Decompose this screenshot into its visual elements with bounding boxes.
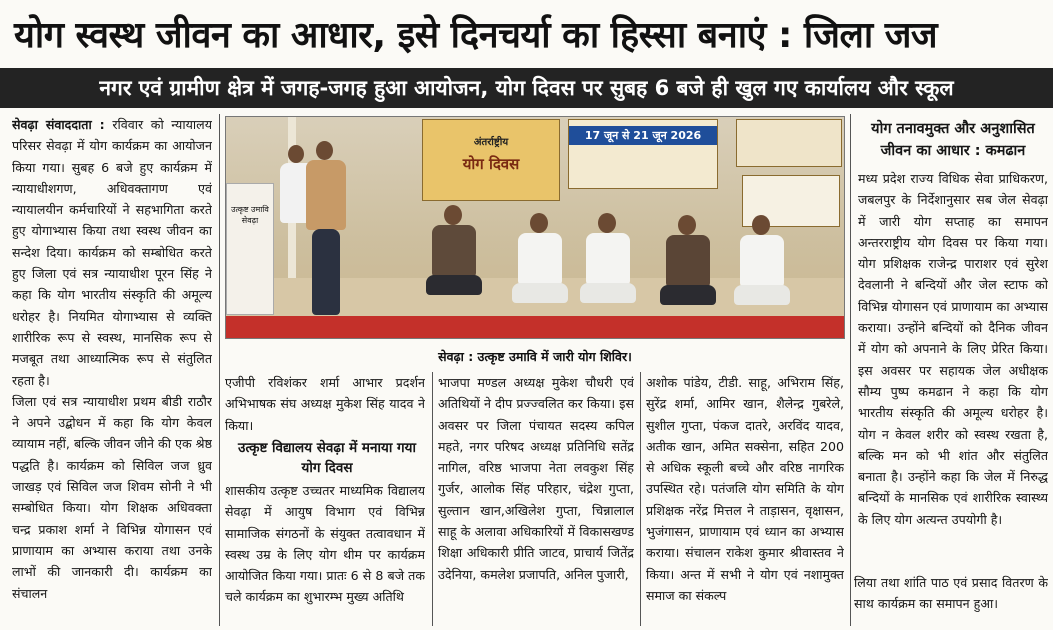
article-text: मध्य प्रदेश राज्य विधिक सेवा प्राधिकरण, जबलपुर के निर्देशानुसार सब जेल सेवढ़ा में जारी योग सप्ताह का समापन अन्तरराष्ट्रीय योग दिवस पर किया गया। योग प्रशिक्षक राजेन्द्र पाराशर एवं सुरेश देवलानी ने बन्दियों और जेल स्टाफ को विभिन्न योगासन एवं प्राणायाम का अभ्यास कराया। उन्होंने बन्दियों को दैनिक जीवन में योग को अपनाने के लिए प्रेरित किया। इस अवसर पर सहायक जेल अधीक्षक सौम्य पुष्प कमढान ने कहा कि योग भारतीय संस्कृति की अमूल्य धरोहर है। योग न केवल शरीर को स्वस्थ रखता है, बल्कि मन को भी शांत और संतुलित बनाता है। उन्होंने कहा कि जेल में निरुद्ध बन्दियों के मानसिक एवं शारीरिक स्वास्थ्य के लिए योग अत्यन्त उपयोगी है। <box>858 171 1048 527</box>
article-column-3 <box>438 372 634 626</box>
article-text: शासकीय उत्कृष्ट उच्चतर माध्यमिक विद्यालय सेवढ़ा में आयुष विभाग एवं विभिन्न सामाजिक संगठनों के संयुक्त तत्वावधान में स्वस्थ उम्र के लिए योग थीम पर कार्यक्रम आयोजित किया गया। प्रातः 6 से 8 बजे तक चले कार्यक्रम का शुभारम्भ मुख्य अतिथि <box>225 483 425 605</box>
headline: योग स्वस्थ जीवन का आधार, इसे दिनचर्या का हिस्सा बनाएं : जिला जज <box>14 14 938 56</box>
person-seated <box>426 205 482 305</box>
article-text: जिला एवं सत्र न्यायाधीश प्रथम बीडी राठौर ने अपने उद्बोधन में कहा कि योग केवल व्यायाम नहीं, बल्कि जीवन जीने की एक श्रेष्ठ पद्धति है। कार्यक्रम को सिविल जज ध्रुव जाखड़ एवं सिविल जज शिवम सोनी ने भी सम्बोधित किया। योग शिक्षक अधिवक्ता चन्द्र प्रकाश शर्मा ने विभिन्न योगासन एवं प्राणायाम का अभ्यास कराया तथा उनके लाभों की जानकारी दी। कार्यक्रम का संचालन <box>12 393 212 601</box>
column-rule <box>640 372 641 626</box>
news-photo <box>225 116 845 339</box>
article-text: भाजपा मण्डल अध्यक्ष मुकेश चौधरी एवं अतिथियों ने दीप प्रज्ज्वलित कर किया। इस अवसर पर जिला पंचायत सदस्य कपिल महते, नगर परिषद अध्यक्ष प्रतिनिधि सतेंद्र नागिल, वरिष्ठ भाजपा नेता लवकुश सिंह गुर्जर, आलोक सिंह परिहार, चंद्रेश गुप्ता, सुल्तान खान,अखिलेश गुप्ता, चिन्नालाल साहू के अलावा अधिकारियों में विकासखण्ड शिक्षा अधिकारी प्रीति जाटव, प्राचार्य जितेंद्र उदेनिया, कमलेश प्रजापति, अनिल पुजारी, <box>438 375 634 582</box>
poster <box>736 119 842 167</box>
article-column-5 <box>858 168 1048 560</box>
photo-caption: सेवढ़ा : उत्कृष्ट उमावि में जारी योग शिविर। <box>438 348 632 364</box>
person-seated <box>580 213 636 313</box>
article-column-1 <box>12 114 212 626</box>
article-column-2b <box>225 480 425 626</box>
date-banner: 17 जून से 21 जून 2026 <box>568 119 718 189</box>
article-column-5b <box>854 572 1048 626</box>
person-seated <box>734 215 790 315</box>
subheadline: नगर एवं ग्रामीण क्षेत्र में जगह-जगह हुआ आयोजन, योग दिवस पर सुबह 6 बजे ही खुल गए कार्यालय और स्कूल <box>0 68 1053 108</box>
person-seated <box>660 215 716 315</box>
yoga-day-banner: अंतर्राष्ट्रीय योग दिवस <box>422 119 560 201</box>
column-rule <box>432 372 433 626</box>
article-text: अशोक पांडेय, टीडी. साहू, अभिराम सिंह, सुरेंद्र शर्मा, आमिर खान, शैलेन्द्र गुबरेले, सुशील गुप्ता, पंकज दातरे, अरविंद यादव, अतीक खान, अमित सक्सेना, सहित 200 से अधिक स्कूली बच्चे और वरिष्ठ नागरिक उपस्थित रहे। पतंजलि योग समिति के योग प्रशिक्षक नरेंद्र मित्तल ने ताड़ासन, वृक्षासन, भुजंगासन, प्राणायाम एवं ध्यान का अभ्यास कराया। संचालन राकेश कुमार श्रीवास्तव ने किया। अन्त में सभी ने योग एवं नशामुक्त समाज का संकल्प <box>646 375 844 603</box>
article-text: रविवार को न्यायालय परिसर सेवढ़ा में योग कार्यक्रम का आयोजन किया गया। सुबह 6 बजे हुए कार्यक्रम में न्यायाधीशगण, अधिवक्तागण एवं न्यायालयीन कर्मचारियों ने सहभागिता करते हुए योगाभ्यास किया तथा स्वस्थ जीवन का सन्देश दिया। कार्यक्रम को सम्बोधित करते हुए जिला एवं सत्र न्यायाधीश पूरन सिंह ने कहा कि योग भारतीय संस्कृति की अमूल्य धरोहर है। नियमित योगाभ्यास से व्यक्ति शारीरिक रूप से स्वस्थ, मानसिक रूप से मजबूत तथा आध्यात्मिक रूप से संतुलित रहता है। <box>12 117 212 388</box>
person-standing <box>304 141 348 317</box>
column-rule <box>219 114 220 626</box>
article-text: लिया तथा शांति पाठ एवं प्रसाद वितरण के साथ कार्यक्रम का समापन हुआ। <box>854 575 1048 612</box>
side-article-headline: योग तनावमुक्त और अनुशासित जीवन का आधार : कमढान <box>871 121 1035 159</box>
section-subtitle: उत्कृष्ट विद्यालय सेवढ़ा में मनाया गया योग दिवस <box>238 440 416 476</box>
person-seated <box>512 213 568 313</box>
column-rule <box>850 114 851 626</box>
article-column-4 <box>646 372 844 626</box>
byline: सेवढ़ा संवाददाता : <box>12 117 105 132</box>
podium: उत्कृष्ट उमावि सेवढ़ा <box>226 183 274 315</box>
article-text: एजीपी रविशंकर शर्मा आभार प्रदर्शन अभिभाषक संघ अध्यक्ष मुकेश सिंह यादव ने किया। <box>225 375 425 433</box>
